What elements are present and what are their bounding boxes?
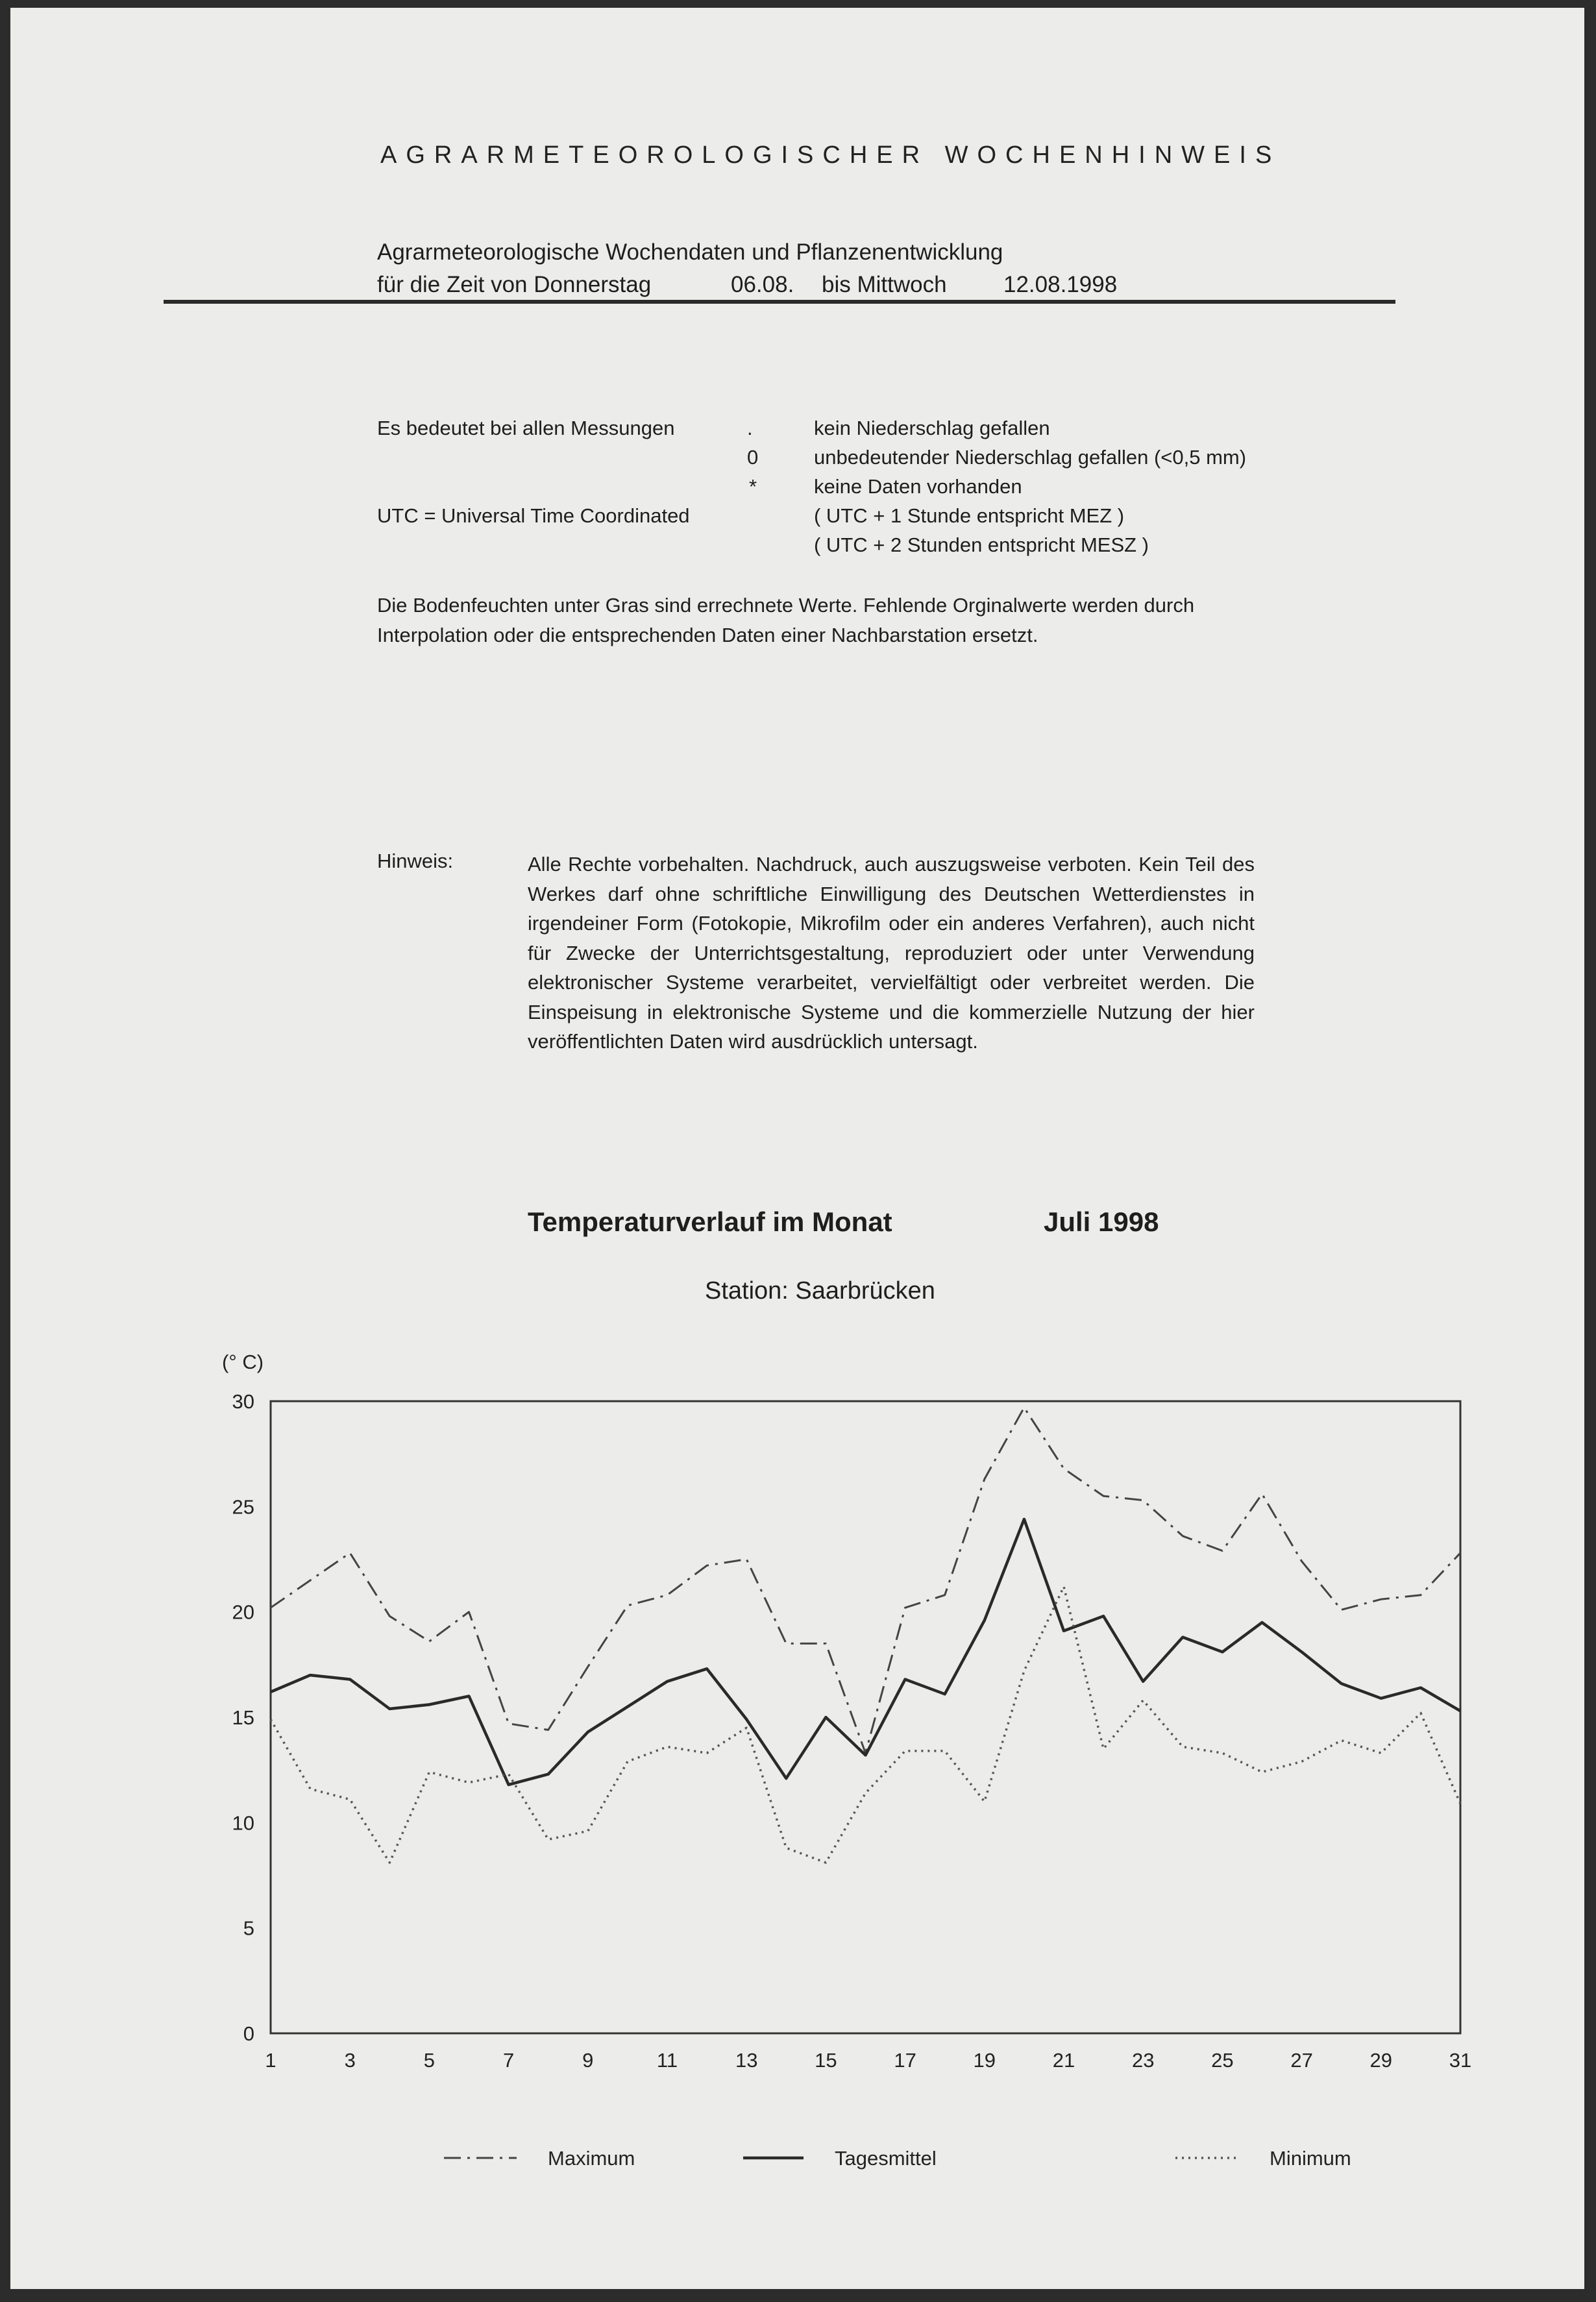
x-tick-label: 15 xyxy=(815,2049,837,2072)
x-tick-label: 5 xyxy=(423,2049,436,2072)
x-tick-label: 1 xyxy=(265,2049,276,2072)
x-tick-label: 9 xyxy=(582,2049,594,2072)
date-from: 06.08. xyxy=(731,272,794,297)
y-tick-label: 10 xyxy=(232,1811,254,1835)
legend-label-minimum: Minimum xyxy=(1270,2147,1351,2170)
x-tick-label: 7 xyxy=(502,2049,515,2072)
document-page xyxy=(10,8,1584,2289)
legend-label-tagesmittel: Tagesmittel xyxy=(835,2147,937,2170)
x-tick-label: 27 xyxy=(1290,2049,1313,2072)
soil-moisture-note: Die Bodenfeuchten unter Gras sind errechnete Werte. Fehlende Orginalwerte werden durch Interpolation oder die entsprechenden Daten einer Nachbarstation ersetzt. xyxy=(377,594,1195,646)
legend-label-maximum: Maximum xyxy=(548,2147,635,2170)
x-tick-label: 17 xyxy=(894,2049,916,2072)
x-tick-label: 25 xyxy=(1211,2049,1234,2072)
x-tick-label: 3 xyxy=(344,2049,356,2072)
x-tick-label: 19 xyxy=(973,2049,996,2072)
plot-frame xyxy=(271,1401,1460,2033)
date-to: 12.08.1998 xyxy=(1003,272,1118,297)
legend-symbol-star: * xyxy=(749,475,757,498)
legend-text-no-data: keine Daten vorhanden xyxy=(814,475,1022,498)
utc-label: UTC = Universal Time Coordinated xyxy=(377,504,690,527)
hinweis-text: Alle Rechte vorbehalten. Nachdruck, auch auszugsweise verboten. Kein Teil des Werkes darf ohne schriftliche Einwilligung des Deutschen Wetterdienstes in irgendeiner Form (Fotokopie, Mikrofilm oder ein anderes Verfahren), auch nicht für Zwecke der Unterrichtsgestaltung, reproduziert oder unter Verwendung elektronischer Systeme verarbeitet, vervielfältigt oder verbreitet werden. Die Einspeisung in elektronische Systeme und die kommerzielle Nutzung der hier veröffentlichten Daten wird ausdrücklich untersagt. xyxy=(528,853,1255,1053)
document-header-title: AGRARMETEOROLOGISCHER WOCHENHINWEIS xyxy=(380,141,1281,169)
legend-symbol-zero: 0 xyxy=(747,446,759,469)
y-tick-label: 20 xyxy=(232,1600,254,1624)
x-tick-label: 21 xyxy=(1052,2049,1075,2072)
x-tick-label: 29 xyxy=(1369,2049,1393,2072)
y-tick-label: 5 xyxy=(243,1916,254,1940)
x-tick-label: 31 xyxy=(1449,2049,1472,2072)
series-line-tagesmittel xyxy=(271,1519,1460,1785)
y-tick-label: 15 xyxy=(232,1706,254,1729)
x-tick-label: 13 xyxy=(735,2049,758,2072)
y-tick-label: 30 xyxy=(232,1390,254,1413)
subtitle-prefix: für die Zeit von Donnerstag xyxy=(377,272,652,297)
legend-symbol-dot: . xyxy=(747,417,753,439)
utc-note-mez: ( UTC + 1 Stunde entspricht MEZ ) xyxy=(814,504,1125,527)
temperature-chart xyxy=(10,8,1584,2289)
y-axis-unit-label: (° C) xyxy=(222,1351,264,1373)
subtitle-line1: Agrarmeteorologische Wochendaten und Pflanzenentwicklung xyxy=(377,239,1003,265)
subtitle-mid: bis Mittwoch xyxy=(822,272,947,297)
utc-note-mesz: ( UTC + 2 Stunden entspricht MESZ ) xyxy=(814,533,1149,556)
hinweis-label: Hinweis: xyxy=(377,850,454,872)
y-tick-label: 0 xyxy=(243,2022,254,2045)
y-tick-label: 25 xyxy=(232,1495,254,1519)
chart-title: Temperaturverlauf im Monat xyxy=(528,1206,892,1237)
legend-text-minor-precip: unbedeutender Niederschlag gefallen (<0,5 mm) xyxy=(814,446,1247,469)
chart-title-month: Juli 1998 xyxy=(1044,1206,1159,1237)
chart-station: Station: Saarbrücken xyxy=(705,1277,935,1304)
x-tick-label: 11 xyxy=(656,2049,678,2072)
legend-text-no-precip: kein Niederschlag gefallen xyxy=(814,417,1050,439)
x-tick-label: 23 xyxy=(1131,2049,1155,2072)
series-line-minimum xyxy=(271,1587,1460,1863)
legend-intro: Es bedeutet bei allen Messungen xyxy=(377,417,675,439)
